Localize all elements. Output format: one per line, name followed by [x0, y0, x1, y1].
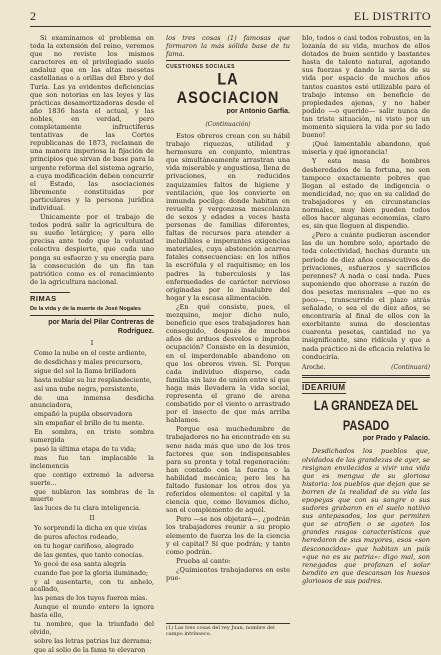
poem-line: que contigo extremó la adversa suerte...: [30, 470, 154, 487]
column-3: [302, 34, 430, 634]
header-rule: [30, 26, 431, 27]
col3-paragraph: ¡Qué lamentable abandono, qué miseria y qué ignorancia!: [302, 140, 430, 157]
poem-end: los tres cosas (1) famosas que formaron la más sólida base de tu fama.: [166, 34, 290, 59]
poem-line: cuando fue por la gloria iluminado;: [34, 568, 149, 577]
col3-paragraph: ¿Pero a cuánto pudieran ascender las de un hombre solo, apartado de toda colectividad, hechas durante un período de diez años consecutivos de privaciones, esfuerzos y sacrificios perennes? A nada o casi nada. Pues suponiendo que ahorrase a razón de dos pesetas mensuales —que no es poco—, transcurrido el plazo atrás señalado, o sea el de diez años, se encontraría al final de ellos con la exorbitante suma de doscientas cuarenta pesetas, cantidad no ya insignificante, sino ridícula y que a nada práctico ni de eficacia relativa le conduciría.: [302, 231, 430, 361]
col2-paragraph: ¿Quimientos trabajadores en este pue-: [166, 565, 290, 583]
poem-line: sobre las letras patrias luz derrama;: [34, 636, 152, 645]
poem-line: Yo sorprendí la dicha en que vivías: [34, 524, 147, 533]
article-byline: por Antonio Garfia.: [226, 108, 290, 116]
page-number: 2: [30, 8, 37, 23]
poem-line: tu nombre, que la triunfado del olvido,: [30, 620, 154, 636]
poem-line: hasta nublar su luz resplandeciente,: [34, 375, 152, 384]
poem-line: de puros afectos rodeado,: [34, 533, 119, 542]
continuation-note: (Continuación): [205, 120, 251, 128]
poem-line: sigue del sol la llama brilladora: [34, 366, 137, 375]
poem-line: y al ausentarte, con tu anhelo, acallado,: [30, 577, 154, 594]
col2-paragraph: Estos obreros crean con su hábil trabajo riquezas, utilidad y hermosura en conjunto, mientras que simultáneamente arrastran una vida miserable y angustiosa, llena de privaciones, en reducidos zaquizamíes faltos de higiene y ventilación, que los convierte en inmunda pocilga: donde habitan en revuelta y vergonzosa mescolanza de sexos y edades a veces hasta personas de familias diferentes, faltas de recursos para atender a ineludibles e imperantes exigencias materiales, cuya abstención acarrea fatales consecuencias: en los niños la escrófula y el raquitismo; en los padres la tuberculosis y las enfermedades de carácter nervioso originadas por lo insalubre del hogar y la escasa alimentación.: [166, 131, 290, 302]
article-title-asociacion: LA ASOCIACION: [176, 70, 280, 108]
col1-paragraph: Únicamente por el trabajo de todos podrá salir la agricultura de su sueño letárgico; y para ello precisa ante todo que la voluntad colectiva despierte, que cada uno ponga su esfuerzo y su energía para la consecución de un fin tan patriótico como es el renacimiento de la agricultura nacional.: [30, 213, 154, 286]
page-header: [30, 6, 431, 26]
poem-line: Como la nube en el ceste ardiente,: [34, 349, 147, 357]
col2-paragraph: Pero —se nos objetará—, ¿podrán los trabajadores reunir a su propio elemento de fuerza los de la ciencia y el capital? Sí que podrán; y tanto como podrán.: [166, 515, 290, 556]
poem-line: las luces de tu clara inteligencia.: [34, 504, 141, 513]
article-byline: por Prado y Palacio.: [362, 434, 430, 442]
stanza-number: I: [90, 339, 94, 348]
newspaper-title: EL DISTRITO: [353, 8, 431, 23]
column-1: [30, 34, 154, 654]
signature-line: [302, 364, 430, 372]
poem-title: De la vida y de la muerte de José Nogales: [30, 305, 154, 316]
poem-line: pasó la última etapa de tu vida;: [34, 444, 137, 453]
poem-line: empañó la pupila observadora: [34, 410, 133, 419]
footnote: (1) Las tres cosas del rey Juan, nombre del campo intrínseco.: [166, 625, 275, 637]
section-label-idearium: IDEARIUM: [302, 382, 346, 394]
poem-line: de una inmensa desdicha anunciadora,: [30, 393, 154, 410]
col2-paragraph: ¿En qué consiste, pues, el mezquino, mejor dicho nulo, beneficio que esos trabajadores han conseguido, después de muchos años de arduos desvelos e ímproba ocupación? Consiste en la desunión, en el imperdonable abandono en que los obreros viven. Sí. Porque cada individuo disperso, cada familia sin lazo de unión entre sí que haga más llevadera la vida social, representa el grano de arena combatido por el viento o arrastrado por el insecto de que más arriba hablamos.: [166, 302, 290, 425]
col3-paragraph: Y esta masa de hombres desheredados de la fortuna, no son tampoco exactamente pobres que llegan al estado de indigencia o mendicidad, no; que en su calidad de trabajadores y en circunstancias normales, muy bien pueden todos ellos hacer algunas economías, claro es, sin que lleguen al dispendio.: [302, 157, 430, 231]
poem-line: las penas de los tuyos fueron mías.: [34, 594, 148, 603]
poem-line: en tu hogar cariñoso, alegrado: [34, 541, 134, 550]
article-title-grandeza: LA GRANDEZA DEL PASADO: [313, 398, 419, 434]
continues-note: (Continuará): [391, 363, 430, 371]
stanza-number: II: [89, 514, 95, 523]
poem-line: que al solio de la fama te elevaron: [34, 645, 146, 654]
poem-line: En sombra, en triste sombra sumergida: [30, 428, 154, 445]
poem: [30, 340, 154, 655]
signature-place: Aroche.: [302, 363, 326, 371]
poem-line: Yo gocé de esa santa alegría: [34, 559, 126, 568]
poem-line: de las gentes, que tanto conocías.: [34, 550, 144, 559]
section-label-rimas: RIMAS: [30, 292, 70, 303]
poem-line: de desdichas y males precursora,: [34, 357, 143, 366]
poem-line: Aunque el mundo entero la ignora hasta ello,: [30, 603, 154, 620]
idearium-quote: Desdichados los pueblos que, olvidados de las grandezas de ayer, se resignan envilecidos a vivir una vida que es mengua de su gloriosa historia: los pueblos que dejan que se borren de la realidad de su vida las epopeyas que con su sangre o sus sudores grabaron en el suelo natiivo sus antepasados, los que permiten que se atrofien o se agoten los grandes rasgos característicos que heredaron de sus mayores, esos «son desconocidos» que habitan un país «que no es su patria»: digo mal, son renegados que profanan el solar bendito en que descansan los huesos gloriosos de sus padres.: [302, 447, 430, 585]
poem-line: que nublaron las sombras de la muerte: [30, 487, 154, 504]
double-rule: [302, 375, 430, 378]
col1-paragraph: Si examinamos el problema en toda la extensión del reino, veremos que no reviste los mismos caracteres en el privilegiado suelo andaluz que en las altas mesetas castellanas o a orillas del Ebro y del Turia. Las ya evidentes deficiencias que son notorias en las leyes y las prácticas desamortizadoras desde el año 1836 hasta el actual, y las nobles, en verdad, pero completamente infructíferas tentativas de las Cortes republicanas de 1873, reclaman de una manera imperiosa la fijación de principios que sirvan de base para la urgente reforma del sistema agrario, a cuya modificación deben concurrir el Estado, las asociaciones libremente constituidas por particulares y la persona jurídica individual.: [30, 34, 154, 212]
col3-paragraph: blo, todos o casi todos robustos, en la lozanía de su vida, muchos de ellos dotados de buen sentido y bastantes hasta de talento natural, agotando sus fuerzas y dando la savia de su vida por espacio de muchos años tantos cuantos esté utilizable para el trabajo intenso en beneficio de propiedades ajenas, y no haber podido —o querido— salir nunca de tan triste situación, ni visto por un momento siquiera la vida por su lado bueno!: [302, 34, 430, 140]
poem-line: así una nube negra, persistente,: [34, 384, 139, 393]
poem-byline: por María del Pilar Contreras de Rodríguez.: [48, 319, 154, 335]
footnote-rule: [166, 623, 290, 624]
col2-paragraph: Porque esa muchedumbre de trabajadores no ha encontrado en su seno nada más que uno de los tres factores que son indispensables para su pronta y total regeneración: han contado con la fuerza o la habilidad mecánica; pero les ha faltado fusionar los otros dos ya referidos elementos: el capital y la ciencia que, como llevamos dicho, son el complemento de aquél.: [166, 425, 290, 515]
col2-paragraph: Prueba al canto:: [176, 556, 231, 565]
section-label-cuestiones: CUESTIONES SOCIALES: [166, 60, 290, 71]
column-2: [166, 34, 290, 634]
poem-line: mas fue tan implacable la inclemencia: [30, 453, 154, 470]
poem-line: sin empañar el brillo de tu mente.: [34, 419, 145, 428]
